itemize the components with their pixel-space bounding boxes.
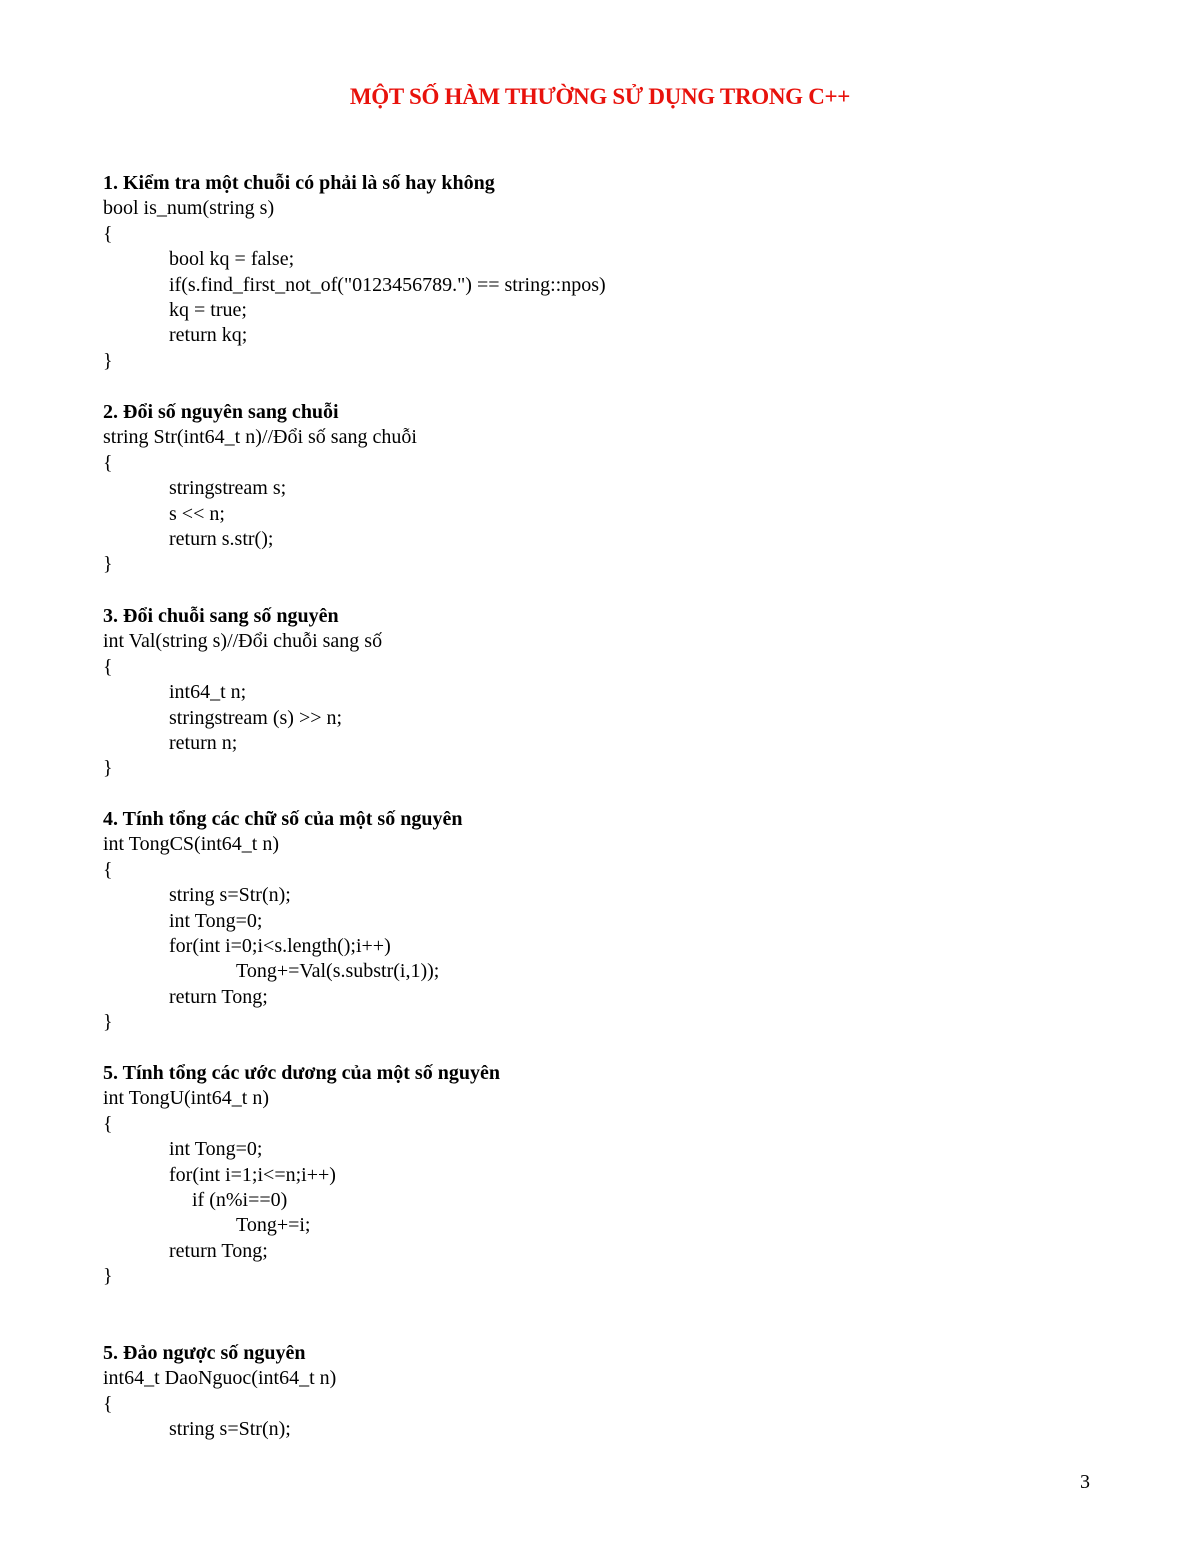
code-line: } — [103, 1265, 113, 1288]
code-line: { — [103, 655, 113, 678]
code-line: string s=Str(n); — [169, 1418, 291, 1441]
code-line: stringstream s; — [169, 477, 287, 500]
section-heading: 2. Đổi số nguyên sang chuỗi — [103, 401, 339, 423]
code-line: bool is_num(string s) — [103, 197, 275, 220]
code-line: int64_t n; — [169, 681, 247, 704]
section-is-num — [103, 171, 1103, 374]
code-line: int Tong=0; — [169, 1138, 263, 1161]
section-tongcs — [103, 807, 1103, 1036]
code-line: for(int i=0;i<s.length();i++) — [169, 934, 391, 957]
code-line: int Tong=0; — [169, 909, 263, 932]
code-line: } — [103, 1011, 113, 1034]
code-line: int TongCS(int64_t n) — [103, 833, 280, 856]
section-heading: 1. Kiểm tra một chuỗi có phải là số hay không — [103, 172, 495, 194]
code-line: { — [103, 858, 113, 881]
code-line: kq = true; — [169, 298, 247, 321]
code-line: return Tong; — [169, 1239, 268, 1262]
code-line: { — [103, 1392, 113, 1415]
section-daonguoc — [103, 1341, 1103, 1443]
code-line: Tong+=Val(s.substr(i,1)); — [236, 960, 440, 983]
code-line: string s=Str(n); — [169, 884, 291, 907]
page-number: 3 — [1080, 1471, 1090, 1493]
code-line: { — [103, 222, 113, 245]
code-line: bool kq = false; — [169, 248, 295, 271]
section-heading: 3. Đổi chuỗi sang số nguyên — [103, 605, 339, 627]
code-line: for(int i=1;i<=n;i++) — [169, 1163, 336, 1186]
code-line: if(s.find_first_not_of("0123456789.") == string::npos) — [169, 273, 606, 296]
section-str — [103, 400, 1103, 578]
page-title: MỘT SỐ HÀM THƯỜNG SỬ DỤNG TRONG C++ — [349, 84, 851, 109]
code-line: } — [103, 553, 113, 576]
section-heading: 5. Tính tổng các ước dương của một số nguyên — [103, 1062, 500, 1084]
code-line: } — [103, 349, 113, 372]
section-heading: 4. Tính tổng các chữ số của một số nguyên — [103, 808, 463, 830]
code-line: return kq; — [169, 324, 248, 347]
code-line: int64_t DaoNguoc(int64_t n) — [103, 1367, 337, 1390]
section-tongu — [103, 1061, 1103, 1290]
code-line: int TongU(int64_t n) — [103, 1087, 270, 1110]
code-line: Tong+=i; — [236, 1214, 311, 1237]
section-heading: 5. Đảo ngược số nguyên — [103, 1342, 306, 1364]
code-line: } — [103, 757, 113, 780]
code-line: return s.str(); — [169, 527, 274, 550]
code-line: s << n; — [169, 502, 225, 525]
code-line: { — [103, 1112, 113, 1135]
code-line: return Tong; — [169, 985, 268, 1008]
code-line: int Val(string s)//Đổi chuỗi sang số — [103, 630, 383, 653]
code-line: return n; — [169, 731, 238, 754]
section-val — [103, 604, 1103, 782]
code-line: if (n%i==0) — [192, 1188, 288, 1211]
code-line: stringstream (s) >> n; — [169, 706, 343, 729]
code-line: string Str(int64_t n)//Đổi số sang chuỗi — [103, 426, 417, 449]
code-line: { — [103, 451, 113, 474]
